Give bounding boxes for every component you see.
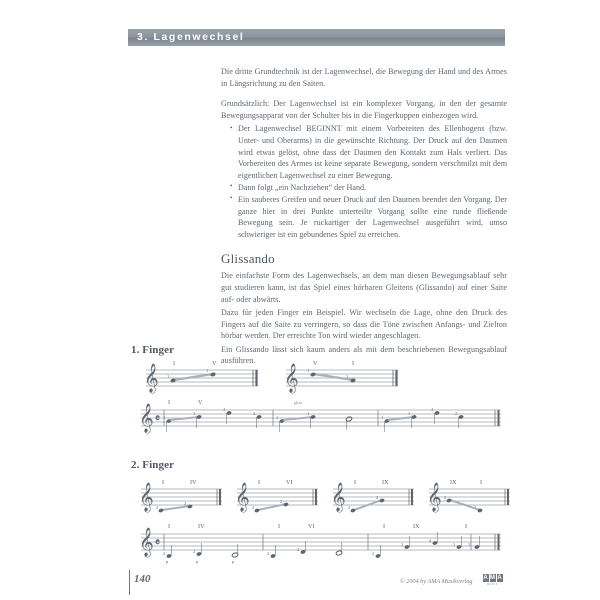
svg-text:1: 1: [167, 374, 170, 379]
list-item: • Ein sauberes Greifen und neuer Druck auf den Daumen beendet den Vorgang. Der ganze hier in drei Punkte unterteilte Vorgang sollte eine runde fließende Bewegung sein. Je ruckartiger der Lagenwechsel ausgeführt wird, umso schwieriger ist ein gebundenes Spiel zu erreichen.: [230, 194, 507, 240]
svg-text:I: I: [278, 523, 281, 530]
svg-text:4: 4: [223, 407, 226, 412]
footer-rule: [129, 570, 130, 595]
svg-text:1: 1: [193, 411, 196, 416]
svg-text:VI: VI: [308, 523, 315, 530]
stave-finger2-example-1: [136, 478, 232, 520]
paragraph-glissando-3: Ein Glissando lässt sich kaum anders als mit dem beschriebenen Bewegungsablauf ausführen.: [221, 344, 507, 366]
svg-text:I: I: [383, 523, 386, 530]
stave-finger1-example-2: [280, 358, 410, 400]
svg-text:p: p: [166, 559, 169, 564]
svg-text:I: I: [465, 523, 468, 530]
svg-text:𝄞: 𝄞: [235, 482, 250, 511]
svg-text:2: 2: [253, 411, 256, 416]
svg-text:𝄞: 𝄞: [284, 363, 299, 392]
logo-letter-blocks: [483, 574, 503, 582]
svg-text:𝄞: 𝄞: [331, 482, 346, 511]
svg-text:𝄴: 𝄴: [155, 536, 160, 549]
ama-publisher-logo: [481, 574, 504, 586]
svg-text:I: I: [258, 479, 261, 486]
svg-text:1: 1: [163, 415, 166, 420]
stave-finger2-example-2: [232, 478, 328, 520]
body-text-column: [221, 66, 507, 376]
list-item: • Dann folgt „ein Nachziehen“ der Hand.: [230, 182, 507, 194]
section-heading-finger-1: 1. Finger: [131, 344, 175, 356]
stave-finger1-long: [135, 396, 510, 442]
svg-text:𝄞: 𝄞: [139, 482, 154, 511]
svg-text:2: 2: [372, 551, 375, 556]
stave-finger2-example-3: [328, 478, 424, 520]
svg-text:1: 1: [346, 374, 349, 379]
copyright-notice: © 2004 by AMA Musikverlag: [400, 578, 473, 585]
svg-text:1: 1: [276, 415, 279, 420]
svg-text:1: 1: [453, 542, 456, 547]
svg-text:2: 2: [252, 505, 255, 510]
stave-finger2-long: [135, 522, 510, 570]
svg-text:2: 2: [267, 551, 270, 556]
svg-text:V: V: [313, 360, 318, 367]
svg-text:V: V: [198, 399, 203, 406]
svg-text:IV: IV: [190, 479, 197, 486]
svg-text:𝄞: 𝄞: [427, 482, 442, 511]
svg-text:I: I: [168, 523, 171, 530]
svg-text:2: 2: [184, 501, 187, 506]
svg-text:1: 1: [307, 368, 310, 373]
svg-text:IX: IX: [413, 523, 420, 530]
svg-text:VI: VI: [286, 479, 293, 486]
paragraph-glissando-2: Dazu für jeden Finger ein Beispiel. Wir wechseln die Lage, ohne den Druck des Fingers auf die Saite zu verringern, so dass die Töne zwischen Anfangs- und Zielton hörbar werden. Der erreichte Ton wird wieder angeschlagen.: [221, 308, 507, 341]
svg-text:2: 2: [401, 542, 404, 547]
logo-letter: M: [490, 575, 495, 581]
logo-letter: A: [497, 575, 502, 581]
logo-letter: A: [483, 575, 488, 581]
glissando-heading: Glissando: [221, 251, 275, 267]
paragraph-grundsaetzlich: Grundsätzlich: Der Lagenwechsel ist ein komplexer Vorgang, in den der gesamte Bewegungsapparat von der Schulter bis in die Fingerkuppen einbezogen wird.: [221, 99, 507, 120]
svg-text:2: 2: [376, 495, 379, 500]
section-heading-finger-2: 2. Finger: [131, 459, 175, 471]
svg-text:𝄞: 𝄞: [139, 403, 154, 432]
svg-text:2: 2: [193, 549, 196, 554]
svg-text:2: 2: [468, 542, 471, 547]
svg-text:1: 1: [307, 411, 310, 416]
svg-text:I: I: [352, 360, 355, 367]
svg-text:2: 2: [455, 411, 458, 416]
svg-text:2: 2: [156, 505, 159, 510]
svg-text:IX: IX: [450, 479, 457, 486]
chapter-title: 3. Lagenwechsel: [137, 31, 245, 43]
svg-text:I: I: [480, 479, 483, 486]
svg-text:2: 2: [348, 505, 351, 510]
technique-bullet-list: [221, 123, 507, 240]
svg-text:IV: IV: [198, 523, 205, 530]
svg-text:𝄞: 𝄞: [144, 363, 159, 392]
svg-text:2: 2: [163, 551, 166, 556]
svg-text:𝄞: 𝄞: [139, 527, 154, 556]
paragraph-glissando-1: Die einfachste Form des Lagenwechsels, an dem man diesen Bewegungsablauf sehr gut studieren kann, ist das Spiel eines hörbaren Gleitens (Glissando) auf einer Saite auf- oder abwärts.: [221, 271, 507, 304]
svg-text:V: V: [212, 360, 217, 367]
svg-text:I: I: [173, 360, 176, 367]
svg-text:p: p: [232, 559, 235, 564]
svg-text:1: 1: [408, 411, 411, 416]
svg-text:1: 1: [381, 415, 384, 420]
paragraph-intro: Die dritte Grundtechnik ist der Lagenwechsel, die Bewegung der Hand und des Armes in Längsrichtung zu den Saiten.: [221, 67, 507, 88]
svg-text:I: I: [168, 399, 171, 406]
svg-text:p: p: [196, 559, 199, 564]
svg-text:4: 4: [431, 407, 434, 412]
list-item: • Der Lagenwechsel BEGINNT mit einem Vorbereiten des Ellenbogens (bzw. Unter- und Oberarms) in die gewünschte Richtung. Der Druck auf den Daumen wird etwas gelöst, ohne dass der Daumen den Kontakt zum Hals verliert. Das Vorbereiten des Armes ist keine separate Bewegung, sondern verschmilzt mit dem eigentlichen Lagenwechsel zu einer Bewegung.: [230, 123, 507, 181]
svg-text:gliss.: gliss.: [294, 401, 304, 405]
page-number: 140: [134, 573, 151, 585]
svg-text:𝄴: 𝄴: [155, 412, 160, 425]
stave-finger1-example-1: [140, 358, 270, 400]
svg-text:4: 4: [429, 538, 432, 543]
svg-text:2: 2: [280, 499, 283, 504]
logo-subtitle: MUSIK: [486, 583, 499, 586]
svg-text:2: 2: [297, 547, 300, 552]
stave-finger2-example-4: [424, 478, 520, 520]
svg-text:I: I: [162, 479, 165, 486]
svg-text:1: 1: [206, 368, 209, 373]
svg-text:I: I: [354, 479, 357, 486]
svg-text:IX: IX: [382, 479, 389, 486]
svg-text:2: 2: [444, 495, 447, 500]
